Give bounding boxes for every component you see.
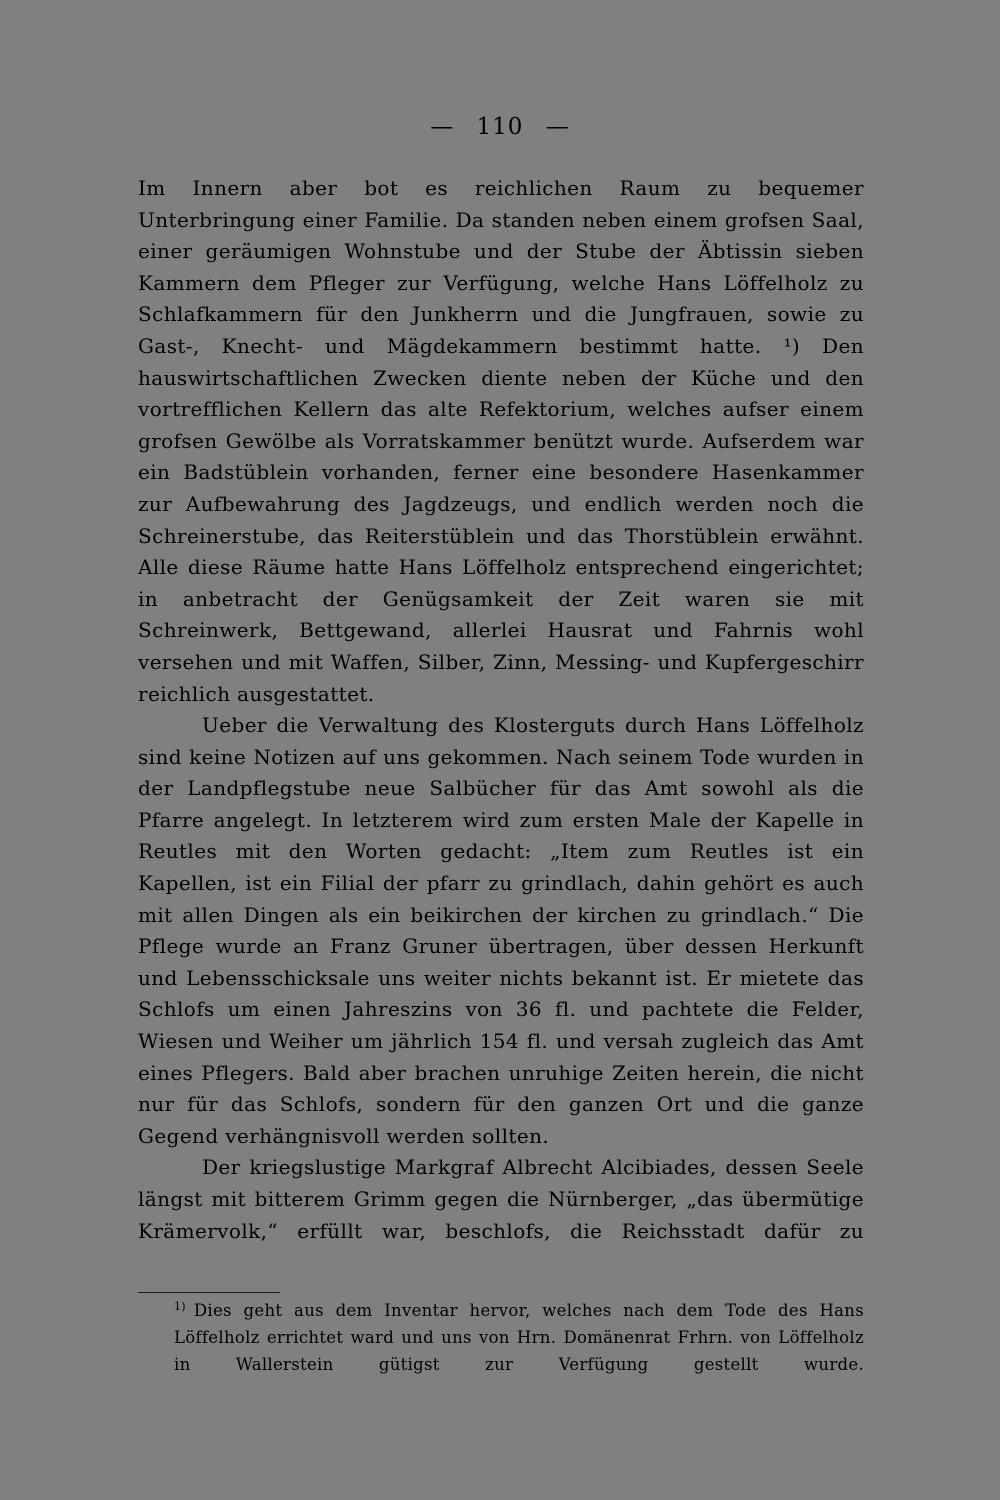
- footnote-divider: [138, 1292, 280, 1293]
- main-text: [138, 173, 864, 1247]
- footnote-text: Dies geht aus dem Inventar hervor, welches nach dem Tode des Hans Löffelholz errichtet ward und uns von Hrn. Domänenrat Frhrn. von Löffelholz in Wallerstein gütigst zur Verfügung gestellt wurde.: [174, 1301, 864, 1374]
- paragraph-2: Ueber die Verwaltung des Klosterguts durch Hans Löffelholz sind keine Notizen auf uns gekommen. Nach seinem Tode wurden in der Landpflegstube neue Salbücher für das Amt sowohl als die Pfarre angelegt. In letzterem wird zum ersten Male der Kapelle in Reutles mit den Worten gedacht: „Item zum Reutles ist ein Kapellen, ist ein Filial der pfarr zu grindlach, dahin gehört es auch mit allen Dingen als ein beikirchen der kirchen zu grindlach.“ Die Pflege wurde an Franz Gruner übertragen, über dessen Herkunft und Lebensschicksale uns weiter nichts bekannt ist. Er mietete das Schlofs um einen Jahreszins von 36 fl. und pachtete die Felder, Wiesen und Weiher um jährlich 154 fl. und versah zugleich das Amt eines Pflegers. Bald aber brachen unruhige Zeiten herein, die nicht nur für das Schlofs, sondern für den ganzen Ort und die ganze Gegend verhängnisvoll werden sollten.: [138, 713, 864, 1148]
- page-number: — 110 —: [430, 114, 570, 140]
- paragraph-3: Der kriegslustige Markgraf Albrecht Alcibiades, dessen Seele längst mit bitterem Grimm gegen die Nürnberger, „das übermütige Krämervolk,“ erfüllt war, beschlofs, die Reichsstadt dafür zu: [138, 1155, 864, 1243]
- footnote: [174, 1297, 864, 1378]
- paragraph-1: Im Innern aber bot es reichlichen Raum zu bequemer Unterbringung einer Familie. Da standen neben einem grofsen Saal, einer geräumigen Wohnstube und der Stube der Äbtissin sieben Kammern dem Pfleger zur Verfügung, welche Hans Löffelholz zu Schlafkammern für den Junkherrn und die Jungfrauen, sowie zu Gast-, Knecht- und Mägdekammern bestimmt hatte. ¹) Den hauswirtschaftlichen Zwecken diente neben der Küche und den vortrefflichen Kellern das alte Refektorium, welches aufser einem grofsen Gewölbe als Vorratskammer benützt wurde. Aufserdem war ein Badstüblein vorhanden, ferner eine besondere Hasenkammer zur Aufbewahrung des Jagdzeugs, und endlich werden noch die Schreinerstube, das Reiterstüblein und das Thorstüblein erwähnt. Alle diese Räume hatte Hans Löffelholz entsprechend eingerichtet; in anbetracht der Genügsamkeit der Zeit waren sie mit Schreinwerk, Bettgewand, allerlei Hausrat und Fahrnis wohl versehen und mit Waffen, Silber, Zinn, Messing- und Kupfergeschirr reichlich ausgestattet.: [138, 176, 864, 706]
- footnote-marker: 1): [174, 1299, 186, 1313]
